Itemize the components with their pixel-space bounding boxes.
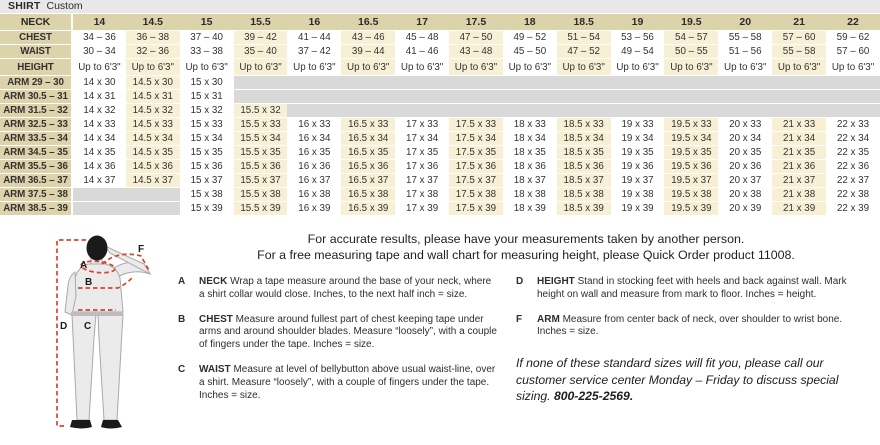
size-cell: 51 – 56 [718, 45, 772, 59]
size-cell: 15 x 31 [180, 90, 234, 104]
size-cell: 32 – 36 [126, 45, 180, 59]
empty-cell [772, 104, 826, 118]
table-neck-row [0, 14, 880, 31]
table-row [0, 31, 880, 45]
size-cell: 19.5 x 39 [664, 202, 718, 216]
size-cell: Up to 6'3" [234, 59, 288, 76]
size-cell: 16 x 37 [287, 174, 341, 188]
size-cell: 21 x 34 [772, 132, 826, 146]
size-cell: 17.5 x 36 [449, 160, 503, 174]
size-cell: 16.5 x 36 [341, 160, 395, 174]
size-cell: 17.5 x 34 [449, 132, 503, 146]
figure-label-c: C [84, 321, 92, 332]
figure-column [0, 232, 178, 440]
row-label: ARM 36.5 – 37 [0, 174, 72, 188]
neck-size-cell: 15.5 [234, 14, 288, 31]
size-cell: 57 – 60 [772, 31, 826, 45]
size-cell: 16 x 36 [287, 160, 341, 174]
row-label: ARM 35.5 – 36 [0, 160, 72, 174]
size-cell: 15 x 36 [180, 160, 234, 174]
size-cell: 19.5 x 34 [664, 132, 718, 146]
table-row [0, 118, 880, 132]
size-cell: 14.5 x 32 [126, 104, 180, 118]
empty-cell [449, 90, 503, 104]
empty-cell [341, 76, 395, 90]
size-cell: Up to 6'3" [611, 59, 665, 76]
size-cell: Up to 6'3" [664, 59, 718, 76]
size-cell: 22 x 37 [826, 174, 880, 188]
size-cell: 19 x 33 [611, 118, 665, 132]
neck-size-cell: 19.5 [664, 14, 718, 31]
size-cell: 16.5 x 33 [341, 118, 395, 132]
size-cell: 18.5 x 35 [557, 146, 611, 160]
instruction-key-letter: D [516, 276, 524, 287]
size-cell: 18 x 34 [503, 132, 557, 146]
neck-size-cell: 19 [611, 14, 665, 31]
empty-cell [772, 76, 826, 90]
size-cell: Up to 6'3" [287, 59, 341, 76]
size-cell: 14.5 x 35 [126, 146, 180, 160]
size-cell: 17 x 37 [395, 174, 449, 188]
instruction-item [516, 314, 874, 340]
instruction-term: NECK [199, 276, 231, 287]
size-cell: 19.5 x 33 [664, 118, 718, 132]
size-cell: Up to 6'3" [826, 59, 880, 76]
size-cell: 20 x 33 [718, 118, 772, 132]
instructions-left-column [178, 276, 498, 414]
empty-cell [126, 188, 180, 202]
size-cell: 14 x 37 [72, 174, 126, 188]
empty-cell [826, 76, 880, 90]
size-cell: 14 x 30 [72, 76, 126, 90]
size-cell: 22 x 34 [826, 132, 880, 146]
table-row [0, 174, 880, 188]
measuring-instructions-section [0, 232, 880, 440]
size-cell: 34 – 36 [72, 31, 126, 45]
shirt-size-table [0, 0, 880, 216]
empty-cell [718, 76, 772, 90]
size-cell: 22 x 35 [826, 146, 880, 160]
size-cell: 33 – 38 [180, 45, 234, 59]
size-cell: 14.5 x 30 [126, 76, 180, 90]
instruction-key-letter: F [516, 313, 523, 325]
size-cell: 22 x 33 [826, 118, 880, 132]
neck-size-cell: 16 [287, 14, 341, 31]
neck-row-label: NECK [0, 14, 72, 31]
table-row [0, 202, 880, 216]
row-label: ARM 33.5 – 34 [0, 132, 72, 146]
table-row [0, 132, 880, 146]
size-cell: 15.5 x 35 [234, 146, 288, 160]
size-cell: 17 x 34 [395, 132, 449, 146]
neck-size-cell: 21 [772, 14, 826, 31]
empty-cell [449, 104, 503, 118]
size-cell: 17.5 x 35 [449, 146, 503, 160]
instruction-item [178, 276, 498, 302]
size-cell: 18 x 35 [503, 146, 557, 160]
size-cell: 21 x 35 [772, 146, 826, 160]
size-cell: 15.5 x 39 [234, 202, 288, 216]
size-cell: 47 – 50 [449, 31, 503, 45]
neck-size-cell: 20 [718, 14, 772, 31]
empty-cell [503, 104, 557, 118]
instruction-text: Wrap a tape measure around the base of your neck, where a shirt collar would close. Inches, to the next half inch = size. [199, 276, 492, 300]
empty-cell [664, 104, 718, 118]
size-cell: 36 – 38 [126, 31, 180, 45]
size-cell: 22 x 39 [826, 202, 880, 216]
size-cell: 18 x 38 [503, 188, 557, 202]
size-cell: 43 – 48 [449, 45, 503, 59]
size-cell: 18 x 36 [503, 160, 557, 174]
empty-cell [72, 202, 126, 216]
note-text: If none of these standard sizes will fit you, please call our customer service center Monday – Friday to discuss special sizing. [516, 356, 839, 404]
instruction-term: HEIGHT [537, 276, 578, 287]
size-cell: 14.5 x 34 [126, 132, 180, 146]
size-cell: 15.5 x 36 [234, 160, 288, 174]
size-cell: 15 x 34 [180, 132, 234, 146]
size-cell: 18.5 x 39 [557, 202, 611, 216]
size-cell: 20 x 37 [718, 174, 772, 188]
size-cell: 15 x 35 [180, 146, 234, 160]
table-row [0, 104, 880, 118]
size-cell: 41 – 44 [287, 31, 341, 45]
empty-cell [664, 90, 718, 104]
size-cell: 45 – 50 [503, 45, 557, 59]
size-cell: 14.5 x 33 [126, 118, 180, 132]
size-cell: 14 x 31 [72, 90, 126, 104]
size-cell: 17 x 39 [395, 202, 449, 216]
size-cell: 15 x 32 [180, 104, 234, 118]
size-cell: 14.5 x 31 [126, 90, 180, 104]
table-title: SHIRT [8, 0, 41, 12]
neck-size-cell: 14 [72, 14, 126, 31]
table-row [0, 160, 880, 174]
size-cell: 17.5 x 37 [449, 174, 503, 188]
figure-left-shoe [70, 420, 92, 429]
neck-size-cell: 17 [395, 14, 449, 31]
instruction-item [178, 364, 498, 402]
size-cell: 18.5 x 34 [557, 132, 611, 146]
figure-label-f: F [138, 244, 145, 255]
neck-size-cell: 14.5 [126, 14, 180, 31]
empty-cell [287, 76, 341, 90]
table-title-cell [0, 0, 880, 14]
size-cell: 35 – 40 [234, 45, 288, 59]
size-cell: 14.5 x 37 [126, 174, 180, 188]
size-cell: 17.5 x 33 [449, 118, 503, 132]
size-cell: 15.5 x 38 [234, 188, 288, 202]
empty-cell [72, 188, 126, 202]
size-cell: 16.5 x 34 [341, 132, 395, 146]
measurement-figure-illustration [44, 234, 174, 440]
size-cell: 19.5 x 36 [664, 160, 718, 174]
empty-cell [664, 76, 718, 90]
empty-cell [557, 90, 611, 104]
empty-cell [234, 90, 288, 104]
figure-label-b: B [85, 277, 93, 288]
size-cell: 18.5 x 38 [557, 188, 611, 202]
row-label: ARM 38.5 – 39 [0, 202, 72, 216]
size-cell: Up to 6'3" [772, 59, 826, 76]
empty-cell [826, 90, 880, 104]
empty-cell [611, 90, 665, 104]
instructions-heading-line2: For a free measuring tape and wall chart for measuring height, please Quick Order product 11008. [257, 247, 795, 262]
size-cell: 14 x 35 [72, 146, 126, 160]
size-cell: 19 x 39 [611, 202, 665, 216]
empty-cell [287, 90, 341, 104]
size-cell: 17 x 35 [395, 146, 449, 160]
instructions-heading-line1: For accurate results, please have your measurements taken by another person. [307, 232, 745, 246]
phone-number: 800-225-2569. [553, 389, 634, 404]
size-cell: 14 x 33 [72, 118, 126, 132]
table-row [0, 45, 880, 59]
neck-size-cell: 18 [503, 14, 557, 31]
size-cell: 54 – 57 [664, 31, 718, 45]
size-cell: 16 x 35 [287, 146, 341, 160]
size-cell: 16.5 x 35 [341, 146, 395, 160]
size-cell: 22 x 36 [826, 160, 880, 174]
size-cell: Up to 6'3" [341, 59, 395, 76]
size-cell: 20 x 34 [718, 132, 772, 146]
size-cell: 14 x 32 [72, 104, 126, 118]
size-cell: 15.5 x 34 [234, 132, 288, 146]
size-cell: 50 – 55 [664, 45, 718, 59]
size-cell: 45 – 48 [395, 31, 449, 45]
size-cell: 17 x 38 [395, 188, 449, 202]
size-cell: Up to 6'3" [449, 59, 503, 76]
size-cell: 21 x 39 [772, 202, 826, 216]
size-cell: 15 x 38 [180, 188, 234, 202]
size-cell: 14 x 34 [72, 132, 126, 146]
size-cell: 41 – 46 [395, 45, 449, 59]
size-cell: 17.5 x 38 [449, 188, 503, 202]
size-cell: 16 x 34 [287, 132, 341, 146]
size-cell: 51 – 54 [557, 31, 611, 45]
size-cell: 16.5 x 37 [341, 174, 395, 188]
size-cell: 14.5 x 36 [126, 160, 180, 174]
instruction-key-letter: C [178, 363, 186, 375]
neck-size-cell: 17.5 [449, 14, 503, 31]
size-cell: 18.5 x 33 [557, 118, 611, 132]
row-label: ARM 29 – 30 [0, 76, 72, 90]
empty-cell [341, 104, 395, 118]
size-cell: 57 – 60 [826, 45, 880, 59]
empty-cell [234, 76, 288, 90]
size-cell: 16.5 x 38 [341, 188, 395, 202]
figure-right-shoe [101, 420, 122, 429]
size-cell: Up to 6'3" [718, 59, 772, 76]
size-cell: 18.5 x 36 [557, 160, 611, 174]
instruction-text: Stand in stocking feet with heels and back against wall. Mark height on wall and measure from mark to floor. Inches = height. [537, 276, 847, 300]
table-row [0, 146, 880, 160]
size-cell: 20 x 39 [718, 202, 772, 216]
size-cell: 39 – 44 [341, 45, 395, 59]
size-cell: 15 x 30 [180, 76, 234, 90]
row-label: ARM 32.5 – 33 [0, 118, 72, 132]
row-label: ARM 37.5 – 38 [0, 188, 72, 202]
table-subtitle: Custom [46, 0, 83, 12]
instruction-text: Measure at level of bellybutton above usual waist-line, over a shirt. Measure “loosely”, with a couple of fingers under the tape. Inches = size. [199, 363, 496, 401]
instruction-key-letter: B [178, 313, 186, 325]
figure-label-a: A [80, 260, 88, 271]
size-cell: 15.5 x 37 [234, 174, 288, 188]
instruction-term: ARM [537, 313, 563, 325]
empty-cell [395, 90, 449, 104]
table-row [0, 76, 880, 90]
table-row [0, 59, 880, 76]
size-cell: 15 x 33 [180, 118, 234, 132]
size-cell: 55 – 58 [772, 45, 826, 59]
size-cell: 16.5 x 39 [341, 202, 395, 216]
instruction-item [178, 314, 498, 352]
size-cell: 17 x 33 [395, 118, 449, 132]
row-label: WAIST [0, 45, 72, 59]
neck-size-cell: 18.5 [557, 14, 611, 31]
size-cell: 16 x 39 [287, 202, 341, 216]
empty-cell [557, 104, 611, 118]
size-cell: 19.5 x 35 [664, 146, 718, 160]
row-label: ARM 30.5 – 31 [0, 90, 72, 104]
empty-cell [718, 90, 772, 104]
size-cell: 19 x 38 [611, 188, 665, 202]
table-row [0, 188, 880, 202]
size-cell: 17.5 x 39 [449, 202, 503, 216]
size-cell: 37 – 42 [287, 45, 341, 59]
size-cell: 55 – 58 [718, 31, 772, 45]
size-cell: Up to 6'3" [180, 59, 234, 76]
instruction-text: Measure from center back of neck, over shoulder to wrist bone. Inches = size. [537, 313, 843, 338]
size-cell: 17 x 36 [395, 160, 449, 174]
size-cell: 20 x 35 [718, 146, 772, 160]
size-cell: 18.5 x 37 [557, 174, 611, 188]
size-cell: 37 – 40 [180, 31, 234, 45]
empty-cell [503, 76, 557, 90]
empty-cell [826, 104, 880, 118]
empty-cell [395, 76, 449, 90]
empty-cell [449, 76, 503, 90]
neck-size-cell: 16.5 [341, 14, 395, 31]
size-cell: 15 x 37 [180, 174, 234, 188]
size-cell: 18 x 37 [503, 174, 557, 188]
size-cell: 21 x 36 [772, 160, 826, 174]
neck-size-cell: 22 [826, 14, 880, 31]
empty-cell [611, 76, 665, 90]
instructions-right-column [516, 276, 874, 414]
empty-cell [718, 104, 772, 118]
empty-cell [611, 104, 665, 118]
size-cell: 16 x 38 [287, 188, 341, 202]
table-title-row [0, 0, 880, 14]
size-cell: Up to 6'3" [72, 59, 126, 76]
figure-belt [71, 312, 123, 316]
size-cell: 18 x 39 [503, 202, 557, 216]
empty-cell [395, 104, 449, 118]
neck-size-cell: 15 [180, 14, 234, 31]
size-cell: 14 x 36 [72, 160, 126, 174]
row-label: HEIGHT [0, 59, 72, 76]
size-cell: 49 – 52 [503, 31, 557, 45]
empty-cell [126, 202, 180, 216]
size-cell: Up to 6'3" [557, 59, 611, 76]
size-cell: 22 x 38 [826, 188, 880, 202]
empty-cell [341, 90, 395, 104]
empty-cell [772, 90, 826, 104]
size-cell: 18 x 33 [503, 118, 557, 132]
size-cell: 53 – 56 [611, 31, 665, 45]
row-label: ARM 31.5 – 32 [0, 104, 72, 118]
size-cell: Up to 6'3" [395, 59, 449, 76]
instruction-item [516, 276, 874, 302]
size-cell: 19 x 36 [611, 160, 665, 174]
size-cell: 15.5 x 32 [234, 104, 288, 118]
size-cell: 15 x 39 [180, 202, 234, 216]
instruction-key-letter: A [178, 276, 186, 287]
figure-right-leg [98, 314, 123, 420]
size-cell: 15.5 x 33 [234, 118, 288, 132]
size-cell: 59 – 62 [826, 31, 880, 45]
size-cell: 43 – 46 [341, 31, 395, 45]
figure-label-d: D [60, 321, 68, 332]
table-row [0, 90, 880, 104]
size-cell: 47 – 52 [557, 45, 611, 59]
empty-cell [503, 90, 557, 104]
size-cell: 19 x 35 [611, 146, 665, 160]
size-cell: Up to 6'3" [126, 59, 180, 76]
size-cell: 20 x 36 [718, 160, 772, 174]
size-cell: Up to 6'3" [503, 59, 557, 76]
size-cell: 19.5 x 38 [664, 188, 718, 202]
size-cell: 20 x 38 [718, 188, 772, 202]
size-cell: 30 – 34 [72, 45, 126, 59]
size-cell: 39 – 42 [234, 31, 288, 45]
size-cell: 19 x 34 [611, 132, 665, 146]
row-label: ARM 34.5 – 35 [0, 146, 72, 160]
special-sizing-note [516, 355, 874, 405]
instruction-text: Measure around fullest part of chest keeping tape under arms and around shoulder blades. Measure “loosely”, with a couple of fingers under the tape. Inches = size. [199, 313, 497, 351]
size-cell: 21 x 33 [772, 118, 826, 132]
instruction-term: WAIST [199, 363, 234, 375]
empty-cell [557, 76, 611, 90]
instruction-term: CHEST [199, 313, 236, 325]
size-cell: 16 x 33 [287, 118, 341, 132]
size-cell: 19 x 37 [611, 174, 665, 188]
instructions-content [178, 232, 880, 440]
size-cell: 49 – 54 [611, 45, 665, 59]
figure-head [87, 236, 108, 261]
empty-cell [287, 104, 341, 118]
row-label: CHEST [0, 31, 72, 45]
size-cell: 21 x 38 [772, 188, 826, 202]
size-cell: 21 x 37 [772, 174, 826, 188]
size-cell: 19.5 x 37 [664, 174, 718, 188]
